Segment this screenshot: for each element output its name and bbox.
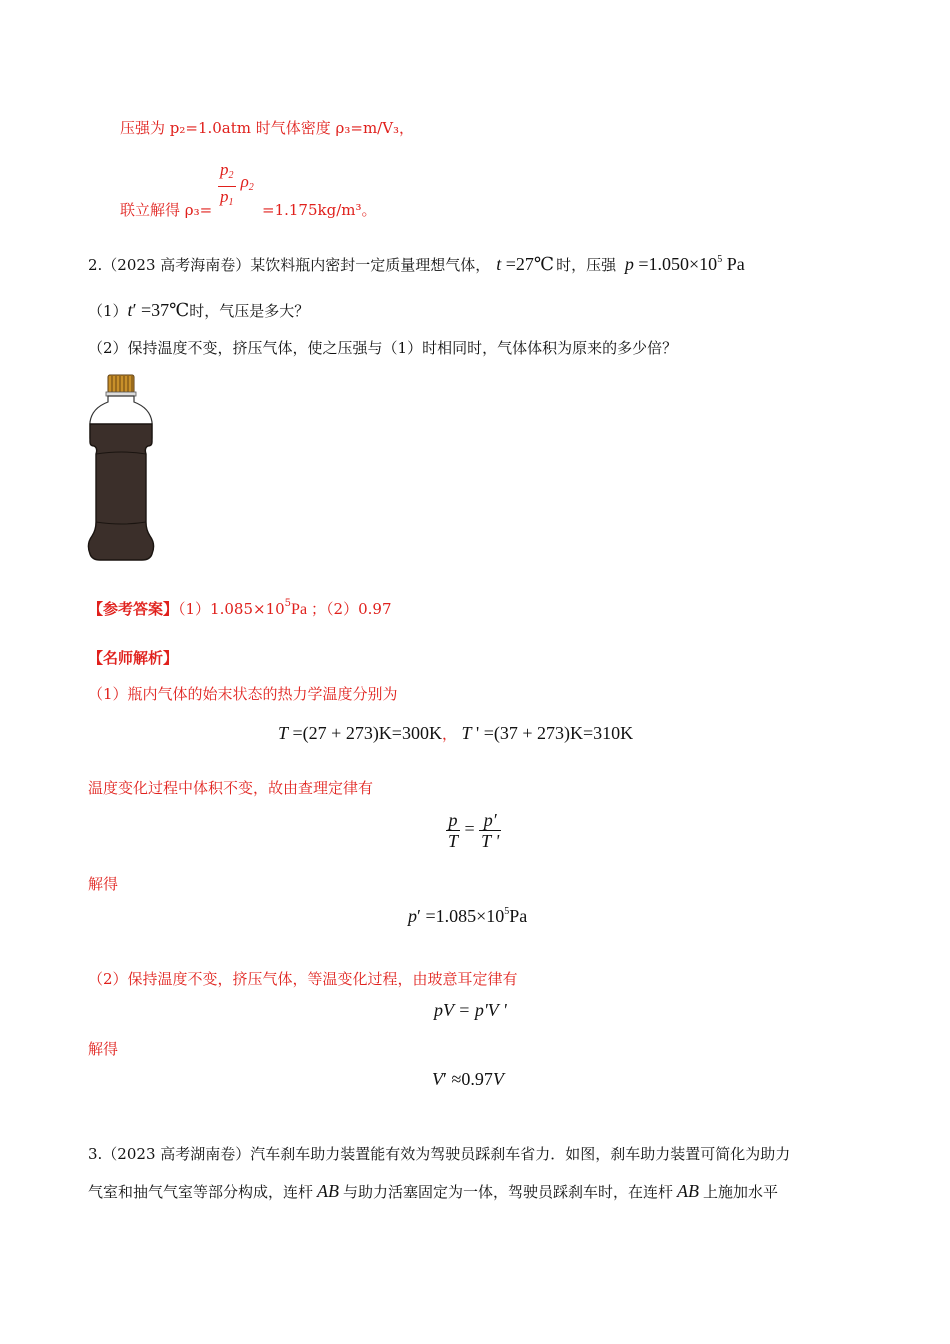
- line-density-p2: 压强为 p₂=1.0atm 时气体密度 ρ₃=m/V₃，: [120, 119, 415, 137]
- equation-boyle-law: pV = p'V ': [434, 1000, 507, 1020]
- equation-volume-result: V′ ≈0.97V: [432, 1069, 504, 1089]
- equation-pressure-result: $p' =1.085\times 10^5Pa$: [408, 906, 528, 926]
- analysis-line-2: 温度变化过程中体积不变，故由查理定律有: [88, 779, 374, 797]
- question-3-line-1: 3.（2023 高考湖南卷）汽车刹车助力装置能有效为驾驶员踩刹车省力．如图，刹车助力装置可简化为助力: [88, 1145, 791, 1163]
- question-2-sub1: （1）t′ =37℃时，气压是多大？: [88, 300, 310, 320]
- bottle-illustration: [86, 372, 158, 564]
- equation-temperatures: T =(27 + 273)K=300K， T ' =(37 + 273)K=310K: [278, 723, 634, 743]
- jiede-2: 解得: [88, 1040, 119, 1058]
- line-rho3-prefix: 联立解得 ρ₃=: [120, 201, 213, 219]
- question-3-line-2: 气室和抽气气室等部分构成，连杆 AB 与助力活塞固定为一体，驾驶员踩刹车时，在连杆 AB 上施加水平: [88, 1181, 779, 1201]
- analysis-line-3: （2）保持温度不变，挤压气体，等温变化过程，由玻意耳定律有: [88, 970, 518, 988]
- equation-charles-law: $\frac{p}{T}$ = $\frac{p'}{T '}$: [448, 810, 500, 851]
- jiede-1: 解得: [88, 875, 119, 893]
- reference-answer: 【参考答案】$(1)1.085\times 10^5Pa$ ；（2）0.97: [88, 598, 392, 618]
- fraction-p2-over-p1: $\frac{p_2}{p_1}$ $\rho_2$: [220, 160, 254, 208]
- line-rho3-result: =1.175kg/m³。: [262, 201, 377, 219]
- analysis-line-1: （1）瓶内气体的始末状态的热力学温度分别为: [88, 685, 398, 703]
- question-2-stem: 2.（2023 高考海南卷）某饮料瓶内密封一定质量理想气体， t =27℃ 时，压强 $p =1.050\times 10^5$ Pa: [88, 254, 745, 274]
- question-2-sub2: （2）保持温度不变，挤压气体，使之压强与（1）时相同时，气体体积为原来的多少倍？: [88, 339, 678, 357]
- analysis-heading: 【名师解析】: [88, 649, 179, 667]
